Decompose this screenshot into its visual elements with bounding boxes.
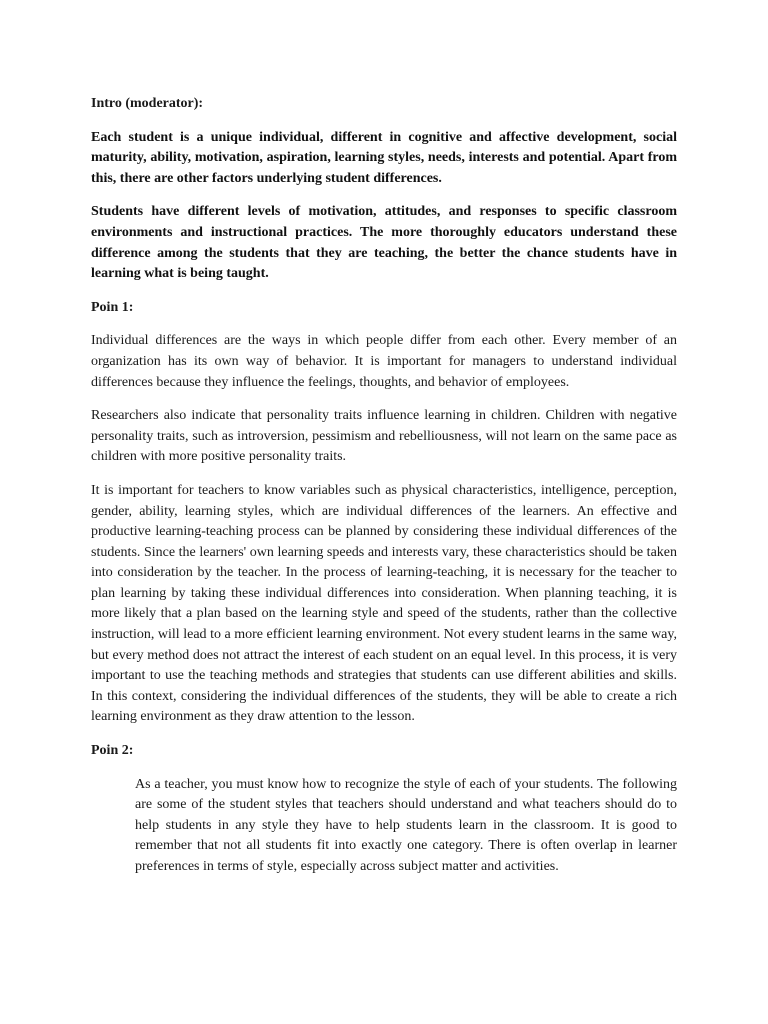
- intro-heading: Intro (moderator):: [91, 96, 204, 111]
- point2-heading: Poin 2:: [91, 743, 134, 759]
- point1-paragraph-1: Individual differences are the ways in which people differ from each other. Every member of an organization has its own way of behavior. It is important for managers to understand individual differences because they influence the feelings, thoughts, and behavior of employees.: [91, 333, 677, 390]
- point2-paragraph-1: As a teacher, you must know how to recognize the style of each of your students. The following are some of the student styles that teachers should understand and what teachers should do to help students in any style they have to help students learn in the classroom. It is good to remember that not all students fit into exactly one category. There is often overlap in learner preferences in terms of style, especially across subject matter and activities.: [135, 776, 677, 874]
- point1-heading: Poin 1:: [91, 299, 134, 315]
- point1-paragraph-3: It is important for teachers to know variables such as physical characteristics, intelligence, perception, gender, ability, learning styles, which are individual differences of the learners. An effective and productive learning-teaching process can be planned by considering these individual differences of the students. Since the learners' own learning speeds and interests vary, these characteristics should be taken into consideration by the teacher. In the process of learning-teaching, it is necessary for the teacher to plan learning by taking these individual differences into consideration. When planning teaching, it is more likely that a plan based on the learning style and speed of the students, rather than the collective instruction, will lead to a more efficient learning environment. Not every student learns in the same way, but every method does not attract the interest of each student on an equal level. In this process, it is very important to use the teaching methods and strategies that students can use different abilities and skills. In this context, considering the individual differences of the students, they will be able to create a rich learning environment as they draw attention to the lesson.: [91, 482, 677, 725]
- document-body: [91, 94, 677, 891]
- intro-paragraph-2: Students have different levels of motivation, attitudes, and responses to specific classroom environments and instructional practices. The more thoroughly educators understand these difference among the students that they are teaching, the better the chance students have in learning what is being taught.: [91, 204, 677, 282]
- intro-paragraph-1: Each student is a unique individual, different in cognitive and affective development, social maturity, ability, motivation, aspiration, learning styles, needs, interests and potential. Apart from this, there are other factors underlying student differences.: [91, 129, 677, 186]
- point1-paragraph-2: Researchers also indicate that personality traits influence learning in children. Children with negative personality traits, such as introversion, pessimism and rebelliousness, will not learn on the same pace as children with more positive personality traits.: [91, 408, 677, 465]
